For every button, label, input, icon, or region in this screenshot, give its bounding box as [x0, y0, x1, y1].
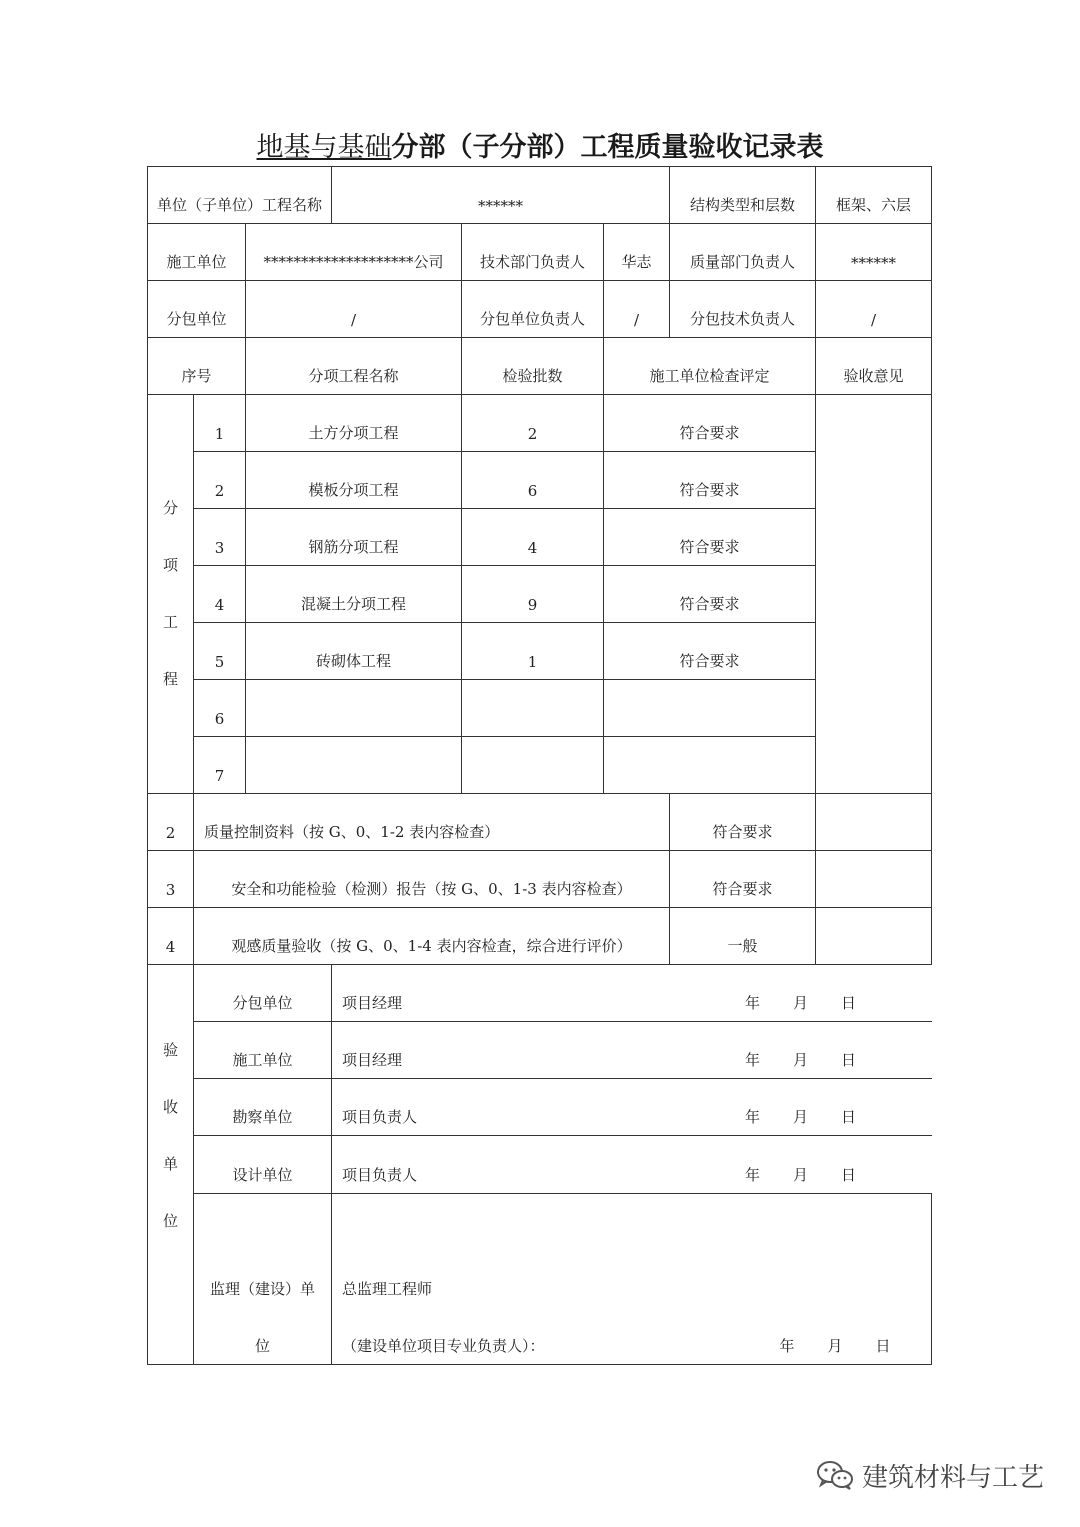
item-name: 钢筋分项工程 [246, 509, 462, 566]
signoff-unit: 设计单位 [194, 1136, 332, 1193]
table-row [148, 737, 932, 794]
item-batches: 1 [462, 623, 604, 680]
title-subject: 地基与基础 [256, 132, 392, 163]
signoff-unit: 勘察单位 [194, 1079, 332, 1136]
header-row-2 [148, 224, 932, 281]
check-row [148, 794, 932, 851]
acceptance-label: 验 收 单 位 [148, 965, 194, 1365]
check-no: 3 [148, 851, 194, 908]
item-name: 砖砌体工程 [246, 623, 462, 680]
sub-head-label: 分包单位负责人 [462, 281, 604, 338]
check-no: 4 [148, 908, 194, 965]
item-name [246, 737, 462, 794]
table-row [148, 566, 932, 623]
supervision-spacer-right [332, 1193, 932, 1250]
item-check: 符合要求 [604, 623, 816, 680]
item-batches: 9 [462, 566, 604, 623]
table-row [148, 395, 932, 452]
col-batches: 检验批数 [462, 338, 604, 395]
unit-label: 单位（子单位）工程名称 [148, 167, 332, 224]
supervision-row-spacer [148, 1193, 932, 1250]
quality-head-value: ****** [816, 224, 932, 281]
supervision-role: 总监理工程师 [332, 1250, 932, 1307]
page-title [0, 128, 1080, 168]
opinion-cell [816, 395, 932, 794]
check-label: 安全和功能检验（检测）报告（按 G、0、1-3 表内容检查） [194, 851, 670, 908]
supervision-unit-line2: 位 [194, 1307, 332, 1364]
item-check: 符合要求 [604, 509, 816, 566]
sub-unit-label: 分包单位 [148, 281, 246, 338]
signoff-role: 项目负责人 [332, 1136, 670, 1193]
col-check: 施工单位检查评定 [604, 338, 816, 395]
item-check: 符合要求 [604, 452, 816, 509]
signoff-row [148, 1022, 932, 1079]
table-row [148, 680, 932, 737]
check-no: 2 [148, 794, 194, 851]
quality-head-label: 质量部门负责人 [670, 224, 816, 281]
item-batches: 2 [462, 395, 604, 452]
structure-value: 框架、六层 [816, 167, 932, 224]
sub-tech-value: / [816, 281, 932, 338]
item-no: 6 [194, 680, 246, 737]
sub-unit-value: / [246, 281, 462, 338]
col-opinion: 验收意见 [816, 338, 932, 395]
table-row [148, 623, 932, 680]
item-name [246, 680, 462, 737]
signoff-role: 项目经理 [332, 965, 670, 1022]
signoff-date: 年 月 日 [670, 1022, 932, 1079]
sub-tech-label: 分包技术负责人 [670, 281, 816, 338]
signoff-date: 年 月 日 [670, 1136, 932, 1193]
signoff-date: 年 月 日 [670, 965, 932, 1022]
item-check: 符合要求 [604, 566, 816, 623]
supervision-unit-line1: 监理（建设）单 [194, 1250, 332, 1307]
signoff-row [148, 1079, 932, 1136]
signoff-row [148, 965, 932, 1022]
item-check [604, 680, 816, 737]
signoff-unit: 分包单位 [194, 965, 332, 1022]
structure-label: 结构类型和层数 [670, 167, 816, 224]
table-row [148, 509, 932, 566]
item-no: 3 [194, 509, 246, 566]
check-result: 一般 [670, 908, 816, 965]
column-header-row [148, 338, 932, 395]
supervision-note: （建设单位项目专业负责人）： [332, 1307, 670, 1364]
construction-value: ********************公司 [246, 224, 462, 281]
check-opinion [816, 851, 932, 908]
section-label: 分 项 工 程 [148, 395, 194, 794]
supervision-note-row [148, 1307, 932, 1364]
supervision-spacer [194, 1193, 332, 1250]
item-no: 7 [194, 737, 246, 794]
signoff-date: 年 月 日 [670, 1079, 932, 1136]
item-no: 2 [194, 452, 246, 509]
item-check [604, 737, 816, 794]
check-opinion [816, 794, 932, 851]
wechat-icon [816, 1459, 854, 1491]
title-rest: 分部（子分部）工程质量验收记录表 [391, 132, 824, 163]
item-batches: 4 [462, 509, 604, 566]
unit-value: ****** [332, 167, 670, 224]
acceptance-record-table [147, 166, 932, 1365]
check-result: 符合要求 [670, 794, 816, 851]
item-no: 4 [194, 566, 246, 623]
signoff-unit: 施工单位 [194, 1022, 332, 1079]
item-name: 混凝土分项工程 [246, 566, 462, 623]
table-row [148, 452, 932, 509]
supervision-date: 年 月 日 [670, 1307, 932, 1364]
item-name: 土方分项工程 [246, 395, 462, 452]
watermark-text: 建筑材料与工艺 [861, 1462, 1044, 1493]
watermark [816, 1455, 1044, 1495]
check-result: 符合要求 [670, 851, 816, 908]
tech-head-value: 华志 [604, 224, 670, 281]
item-name: 模板分项工程 [246, 452, 462, 509]
header-row-3 [148, 281, 932, 338]
item-batches [462, 737, 604, 794]
item-no: 1 [194, 395, 246, 452]
signoff-row [148, 1136, 932, 1193]
check-row [148, 908, 932, 965]
item-check: 符合要求 [604, 395, 816, 452]
check-opinion [816, 908, 932, 965]
item-batches: 6 [462, 452, 604, 509]
check-label: 观感质量验收（按 G、0、1-4 表内容检查，综合进行评价） [194, 908, 670, 965]
header-row-1 [148, 167, 932, 224]
item-no: 5 [194, 623, 246, 680]
construction-label: 施工单位 [148, 224, 246, 281]
sub-head-value: / [604, 281, 670, 338]
col-seq: 序号 [148, 338, 246, 395]
supervision-row [148, 1250, 932, 1307]
col-name: 分项工程名称 [246, 338, 462, 395]
signoff-role: 项目负责人 [332, 1079, 670, 1136]
item-batches [462, 680, 604, 737]
tech-head-label: 技术部门负责人 [462, 224, 604, 281]
check-row [148, 851, 932, 908]
signoff-role: 项目经理 [332, 1022, 670, 1079]
check-label: 质量控制资料（按 G、0、1-2 表内容检查） [194, 794, 670, 851]
